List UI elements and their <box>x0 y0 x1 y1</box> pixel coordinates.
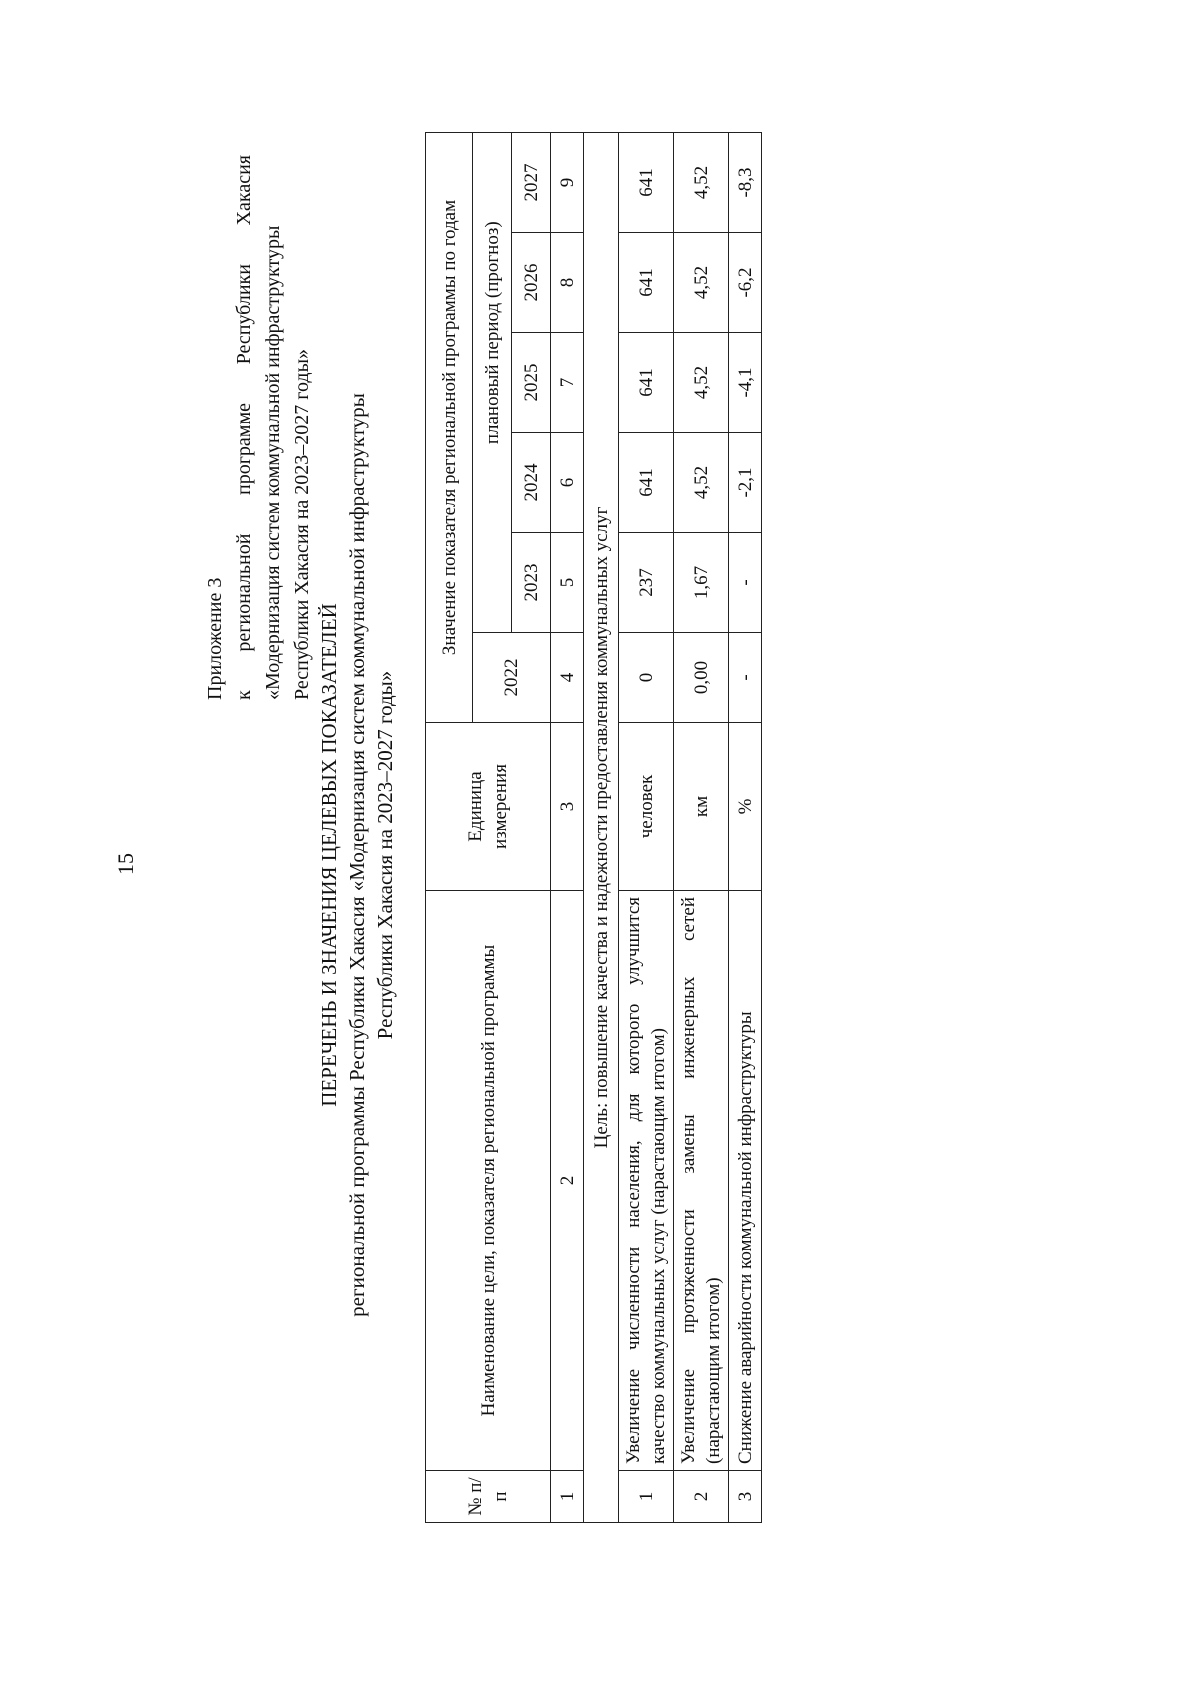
goal-row: Цель: повышение качества и надежности предоставления коммунальных услуг <box>584 132 619 1522</box>
column-number: 2 <box>551 891 584 1471</box>
row-value: 4,52 <box>674 433 729 533</box>
appendix-label: Приложение 3 <box>204 577 226 700</box>
row-value: 641 <box>619 433 674 533</box>
row-unit: человек <box>619 723 674 891</box>
indicators-table <box>425 132 762 1523</box>
row-value: 641 <box>619 333 674 433</box>
column-number: 7 <box>551 333 584 433</box>
header-year-2023: 2023 <box>512 533 551 633</box>
row-value: - <box>729 633 762 723</box>
column-number: 6 <box>551 433 584 533</box>
header-year-2022: 2022 <box>473 633 551 723</box>
row-value: 4,52 <box>674 233 729 333</box>
row-num: 2 <box>674 1471 729 1523</box>
page-number: 15 <box>113 853 138 875</box>
table-row <box>619 132 674 1522</box>
row-num: 3 <box>729 1471 762 1523</box>
column-number: 1 <box>551 1471 584 1523</box>
document-title <box>315 165 399 1545</box>
column-number: 4 <box>551 633 584 723</box>
row-value: -2,1 <box>729 433 762 533</box>
row-unit: % <box>729 723 762 891</box>
row-value: 0 <box>619 633 674 723</box>
table-row <box>674 132 729 1522</box>
appendix-note <box>201 155 317 700</box>
appendix-line-3: Республики Хакасия на 2023–2027 годы» <box>291 348 313 700</box>
header-year-2026: 2026 <box>512 233 551 333</box>
row-value: 0,00 <box>674 633 729 723</box>
row-name: Увеличение протяженности замены инженерных сетей (нарастающим итогом) <box>674 891 729 1471</box>
row-value: 641 <box>619 233 674 333</box>
header-name: Наименование цели, показателя региональной программы <box>426 891 551 1471</box>
row-value: 4,52 <box>674 132 729 232</box>
table-row <box>729 132 762 1522</box>
header-values-group: Значение показателя региональной программы по годам <box>426 132 473 722</box>
appendix-line-1: к региональной программе Республики Хакасия <box>233 155 255 700</box>
row-value: - <box>729 533 762 633</box>
row-num: 1 <box>619 1471 674 1523</box>
row-value: 4,52 <box>674 333 729 433</box>
row-value: -4,1 <box>729 333 762 433</box>
appendix-line-2: «Модернизация систем коммунальной инфраструктуры <box>262 225 284 700</box>
title-sub-1: региональной программы Республики Хакасия «Модернизация систем коммунальной инфраструктуры <box>345 393 369 1317</box>
title-sub-2: Республики Хакасия на 2023–2027 годы» <box>373 670 397 1040</box>
row-name: Увеличение численности населения, для которого улучшится качество коммунальных услуг (нарастающим итогом) <box>619 891 674 1471</box>
header-unit: Единица измерения <box>426 723 551 891</box>
header-year-2025: 2025 <box>512 333 551 433</box>
title-main: ПЕРЕЧЕНЬ И ЗНАЧЕНИЯ ЦЕЛЕВЫХ ПОКАЗАТЕЛЕЙ <box>317 603 341 1107</box>
header-year-2024: 2024 <box>512 433 551 533</box>
row-value: -8,3 <box>729 132 762 232</box>
row-value: 1,67 <box>674 533 729 633</box>
column-number: 5 <box>551 533 584 633</box>
row-unit: км <box>674 723 729 891</box>
header-year-2027: 2027 <box>512 132 551 232</box>
header-plan-period: плановый период (прогноз) <box>473 132 512 532</box>
row-value: 641 <box>619 132 674 232</box>
column-number: 3 <box>551 723 584 891</box>
row-value: 237 <box>619 533 674 633</box>
row-name: Снижение аварийности коммунальной инфраструктуры <box>729 891 762 1471</box>
column-number: 8 <box>551 233 584 333</box>
row-value: -6,2 <box>729 233 762 333</box>
header-num: № п/п <box>426 1471 551 1523</box>
rotated-page-content <box>85 75 1145 1635</box>
column-number: 9 <box>551 132 584 232</box>
